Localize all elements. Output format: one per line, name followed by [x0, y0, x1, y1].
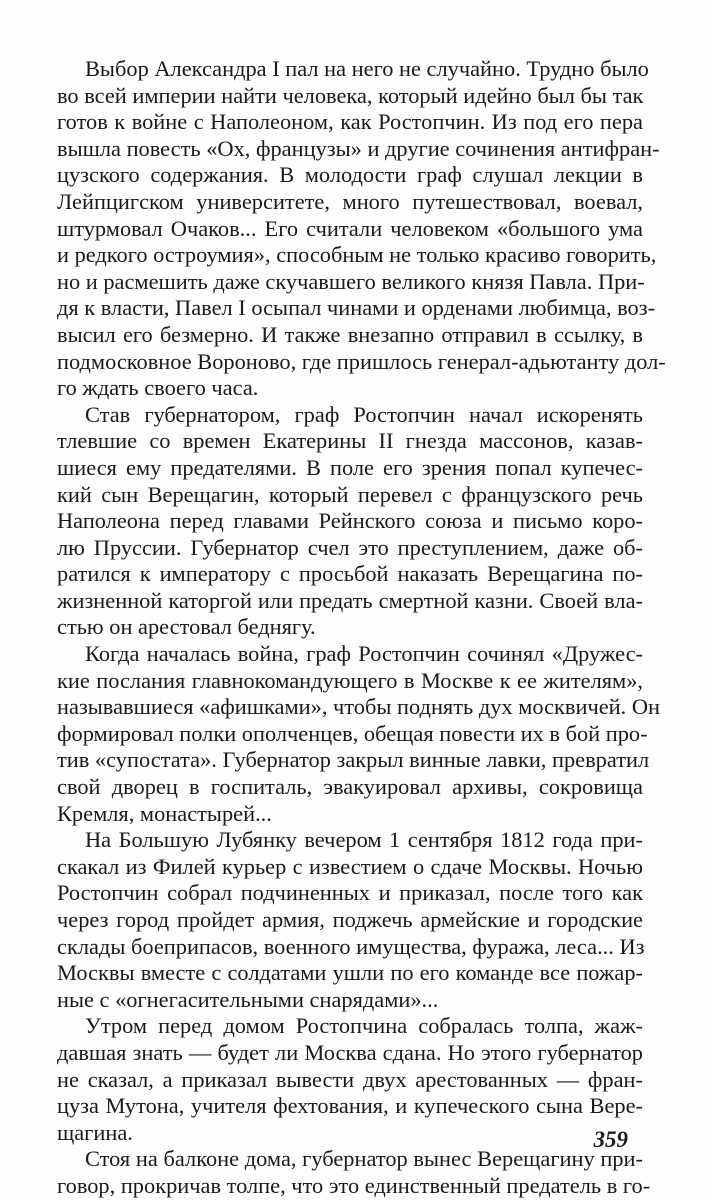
text-line: Москвы вместе с солдатами ушли по его команде все пожар-	[57, 960, 643, 986]
paragraph	[57, 402, 643, 641]
text-line: цузского содержания. В молодости граф слушал лекции в	[57, 162, 643, 188]
text-line: Утром перед домом Ростопчина собралась толпа, жаж-	[85, 1013, 643, 1039]
text-line: подмосковное Вороново, где пришлось генерал-адьютанту дол-	[57, 348, 666, 374]
text-line: Ростопчин собрал подчиненных и приказал, после того как	[57, 880, 643, 906]
text-line: давшая знать — будет ли Москва сдана. Но этого губернатор	[57, 1039, 643, 1065]
text-line: Наполеона перед главами Рейнского союза и письмо коро-	[57, 508, 643, 534]
text-line: тлевшие со времен Екатерины II гнезда массонов, казав-	[57, 428, 643, 454]
text-line: жизненной каторгой или предать смертной казни. Своей вла-	[57, 587, 643, 613]
text-line: кие послания главнокомандующего в Москве к ее жителям»,	[57, 667, 643, 693]
text-line: говор, прокричав толпе, что это единственный предатель в го-	[57, 1172, 651, 1198]
text-line: называвшиеся «афишками», чтобы поднять дух москвичей. Он	[57, 694, 661, 720]
text-line: через город пройдет армия, поджечь армейские и городские	[57, 907, 643, 932]
text-line: шиеся ему предателями. В поле его зрения попал купечес-	[57, 454, 643, 480]
text-line: Став губернатором, граф Ростопчин начал искоренять	[85, 401, 643, 427]
text-line: тив «супостата». Губернатор закрыл винные лавки, превратил	[57, 747, 650, 773]
text-line: кий сын Верещагин, который перевел с французского речь	[57, 481, 643, 507]
text-line: не сказал, а приказал вывести двух арестованных — фран-	[57, 1066, 643, 1092]
text-line: Лейпцигском университете, много путешествовал, воевал,	[57, 188, 643, 214]
text-line: стью он арестовал беднягу.	[57, 614, 316, 640]
text-line: высил его безмерно. И также внезапно отправил в ссылку, в	[57, 321, 643, 347]
text-line: формировал полки ополченцев, обещая повести их в бой про-	[57, 720, 648, 746]
text-line: штурмовал Очаков... Его считали человеком «большого ума	[57, 215, 643, 241]
text-line: вышла повесть «Ох, французы» и другие сочинения антифран-	[57, 135, 660, 161]
body-text	[57, 56, 666, 1200]
paragraph	[57, 56, 666, 402]
text-line: лю Пруссии. Губернатор счел это преступлением, даже об-	[57, 534, 643, 560]
text-line: Выбор Александра I пал на него не случайно. Трудно было	[85, 56, 649, 81]
text-line: готов к войне с Наполеоном, как Ростопчин. Из под его пера	[57, 109, 643, 135]
text-line: свой дворец в госпиталь, эвакуировал архивы, сокровища	[57, 774, 643, 800]
text-line: дя к власти, Павел I осыпал чинами и орденами любимца, воз-	[57, 295, 656, 321]
text-line: щагина.	[57, 1119, 133, 1145]
text-line: скакал из Филей курьер с известием о сдаче Москвы. Ночью	[57, 853, 643, 879]
text-line: и редкого остроумия», способным не только красиво говорить,	[57, 242, 657, 268]
text-line: но и расмешить даже скучавшего великого князя Павла. При-	[57, 268, 645, 294]
text-line: ные с «огнегасительными снарядами»...	[57, 986, 439, 1012]
paragraph	[57, 1013, 643, 1146]
text-line: Когда началась война, граф Ростопчин сочинял «Дружес-	[85, 641, 643, 667]
text-line: Кремля, монастырей...	[57, 800, 272, 826]
text-line: го ждать своего часа.	[57, 375, 259, 401]
paragraph	[57, 641, 661, 827]
page-number: 359	[593, 1127, 628, 1152]
text-line: цуза Мутона, учителя фехтования, и купеческого сына Вере-	[57, 1093, 643, 1119]
text-line: во всей империи найти человека, который идейно был бы так	[57, 82, 644, 108]
text-line: Стоя на балконе дома, губернатор вынес Верещагину при-	[85, 1146, 643, 1172]
paragraph	[57, 827, 643, 1013]
text-line: На Большую Лубянку вечером 1 сентября 1812 года при-	[85, 827, 643, 853]
paragraph	[57, 1146, 651, 1199]
text-line: склады боеприпасов, военного имущества, фуража, леса... Из	[57, 933, 645, 959]
text-line: ратился к императору с просьбой наказать Верещагина по-	[57, 561, 643, 587]
